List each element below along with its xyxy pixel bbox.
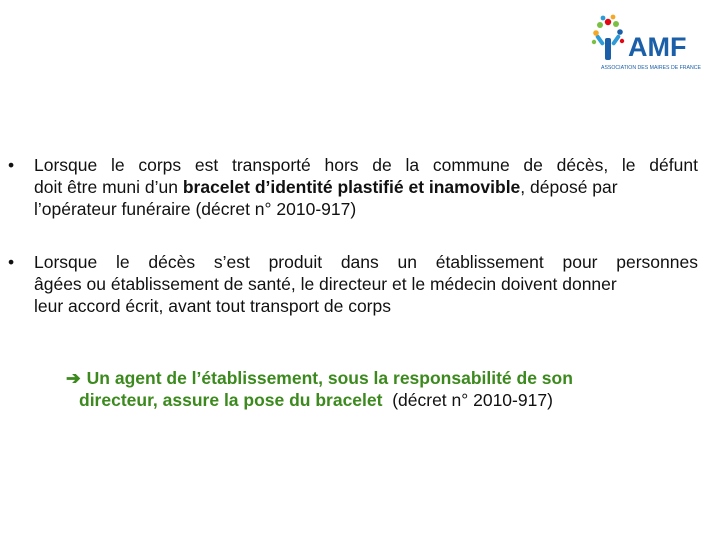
word: dans <box>340 252 379 272</box>
bold-text: bracelet d’identité plastifié et inamovible <box>182 177 521 197</box>
word: un <box>397 252 417 272</box>
tree-figure-icon <box>592 15 624 60</box>
word: décès <box>148 252 196 272</box>
bullet-deces-etablissement <box>8 251 698 317</box>
word: décès, <box>556 155 609 175</box>
word: le <box>110 155 125 175</box>
bullet-2-line-2: âgées ou établissement de santé, le directeur et le médecin doivent donner <box>34 274 617 294</box>
word: commune <box>432 155 510 175</box>
amf-logo <box>588 12 710 72</box>
arrow-right-icon: ➔ <box>66 368 81 388</box>
word: la <box>405 155 420 175</box>
bullet-2-line-1 <box>8 251 698 273</box>
word: établissement <box>435 252 544 272</box>
bullet-1-line-3: l’opérateur funéraire (décret n° 2010-917) <box>34 199 357 219</box>
text: , déposé par <box>520 177 618 197</box>
word: corps <box>138 155 182 175</box>
word: personnes <box>616 252 698 272</box>
word: produit <box>268 252 323 272</box>
text: Un agent de l’établissement, sous la responsabilité de son <box>86 368 573 388</box>
word: transporté <box>231 155 311 175</box>
conclusion-text <box>66 367 666 411</box>
bullet-2-line-3: leur accord écrit, avant tout transport de corps <box>34 296 391 316</box>
text: doit être muni d’un <box>34 177 183 197</box>
word: hors <box>324 155 359 175</box>
word: de <box>523 155 543 175</box>
conclusion-line-2 <box>66 389 666 411</box>
word: le <box>621 155 636 175</box>
word: est <box>194 155 219 175</box>
word: de <box>372 155 392 175</box>
word: Lorsque <box>34 252 98 272</box>
word: le <box>116 252 130 272</box>
logo-wordmark: AMF <box>628 32 687 62</box>
text: (décret n° 2010-917) <box>382 390 553 410</box>
word: pour <box>562 252 598 272</box>
word: défunt <box>649 155 698 175</box>
bold-text: directeur, assure la pose du bracelet <box>79 390 383 410</box>
word: Lorsque <box>34 155 98 175</box>
bullet-1-line-1 <box>8 154 698 176</box>
bullet-transport-hors-commune <box>8 154 698 220</box>
bullet-marker: • <box>8 252 15 272</box>
bullet-1-line-2 <box>8 176 698 198</box>
bullet-marker: • <box>8 155 15 175</box>
logo-caption: ASSOCIATION DES MAIRES DE FRANCE <box>601 65 701 71</box>
conclusion-line-1 <box>66 367 666 389</box>
word: s’est <box>213 252 250 272</box>
